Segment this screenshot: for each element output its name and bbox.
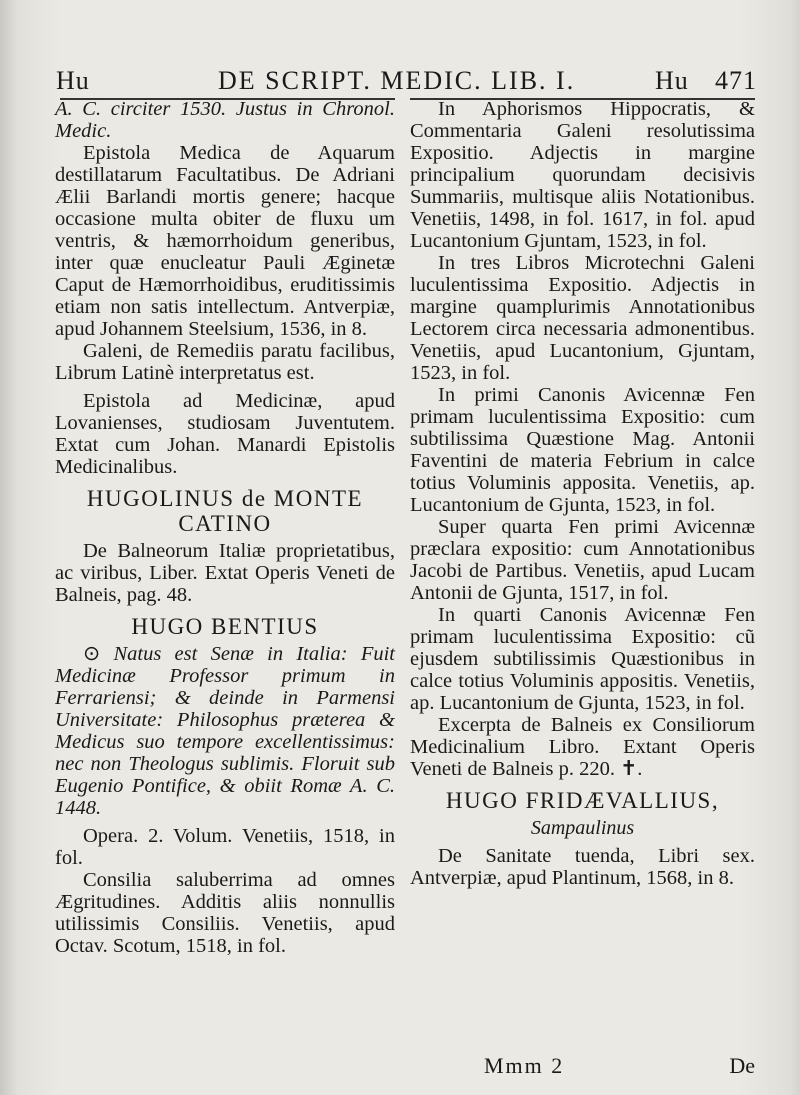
entry-text: In primi Canonis Avicennæ Fen primam luculentissima Expositio: cum subtilissima Quæstione Mag. Antonii Faventini de materia Febrium in calce totius Voluminis apposita. Venetiis, ap. Lucantonium de Gjunta, 1523, in fol. — [410, 384, 755, 516]
biography-text — [55, 643, 395, 819]
catchword: De — [729, 1053, 755, 1078]
bullet-mark-icon: ⊙ — [83, 643, 101, 665]
entry-text: In quarti Canonis Avicennæ Fen primam luculentissima Expositio: cũ ejusdem subtilissimis Quæstionibus in calce totius Voluminis appositis. Venetiis, ap. Lucantonium de Gjunta, 1523, in fol. — [410, 604, 755, 714]
author-heading: HUGO FRIDÆVALLIUS, — [445, 788, 720, 813]
right-column — [410, 98, 755, 889]
entry-text: Consilia saluberrima ad omnes Ægritudines. Additis aliis nonnullis utilissimis Consiliis. Venetiis, apud Octav. Scotum, 1518, in fol. — [55, 869, 395, 957]
page-number: 471 — [715, 66, 757, 95]
entry-date-line: A. C. circiter 1530. Justus in Chronol. Medic. — [55, 98, 395, 142]
left-column — [55, 98, 395, 957]
entry-text: In tres Libros Microtechni Galeni luculentissima Expositio. Adjectis in margine quamplurimis Annotationibus Lectorem circa necessaria admonentibus. Venetiis, apud Lucantonium, Gjuntam, 1523, in fol. — [410, 252, 755, 384]
header-right-word: Hu — [655, 66, 689, 95]
biography-body: Natus est Senæ in Italia: Fuit Medicinæ Professor primum in Ferrariensi; & deinde in Parmensi Universitate: Philosophus præterea & Medicus suo tempore excellentissimus: nec non Theologus sublimis. Floruit sub Eugenio Pontifice, & obiit Romæ A. C. 1448. — [55, 643, 395, 819]
entry-text: In Aphorismos Hippocratis, & Commentaria Galeni resolutissima Expositio. Adjectis in margine principalium quorundam decisivis Summariis, multisque aliis Notationibus. Venetiis, 1498, in fol. 1617, in fol. apud Lucantonium Gjuntam, 1523, in fol. — [410, 98, 755, 252]
author-subheading: Sampaulinus — [530, 817, 635, 839]
running-header — [40, 60, 775, 96]
author-heading: HUGOLINUS de MONTE CATINO — [86, 486, 364, 536]
entry-text: Opera. 2. Volum. Venetiis, 1518, in fol. — [55, 825, 395, 869]
entry-text: Excerpta de Balneis ex Consiliorum Medicinalium Libro. Extant Operis Veneti de Balneis p. 220. ✝. — [410, 714, 755, 780]
page-footer — [410, 1053, 755, 1081]
entry-text: Epistola Medica de Aquarum destillatarum Facultatibus. De Adriani Ælii Barlandi mortis genere; hacque occasione multa obiter de fluxu um ventris, & hæmorrhoidum generibus, inter quæ enucleatur Pauli Æginetæ Caput de Hæmorrhoidibus, eruditissimis etiam non satis intellectum. Antverpiæ, apud Johannem Steelsium, 1536, in 8. — [55, 142, 395, 340]
signature-mark: Mmm 2 — [484, 1053, 565, 1078]
entry-text: Galeni, de Remediis paratu facilibus, Librum Latinè interpretatus est. — [55, 340, 395, 384]
entry-text: Super quarta Fen primi Avicennæ præclara expositio: cum Annotationibus Jacobi de Partibus. Venetiis, apud Lucam Antonii de Gjunta, 1517, in fol. — [410, 516, 755, 604]
author-heading: HUGO BENTIUS — [131, 614, 319, 639]
header-title: DE SCRIPT. MEDIC. LIB. I. — [218, 66, 576, 95]
header-left-word: Hu — [56, 66, 90, 95]
entry-text: Epistola ad Medicinæ, apud Lovanienses, studiosam Juventutem. Extat cum Johan. Manardi Epistolis Medicinalibus. — [55, 390, 395, 478]
entry-text: De Sanitate tuenda, Libri sex. Antverpiæ, apud Plantinum, 1568, in 8. — [410, 845, 755, 889]
entry-text: De Balneorum Italiæ proprietatibus, ac viribus, Liber. Extat Operis Veneti de Balneis, pag. 48. — [55, 540, 395, 606]
